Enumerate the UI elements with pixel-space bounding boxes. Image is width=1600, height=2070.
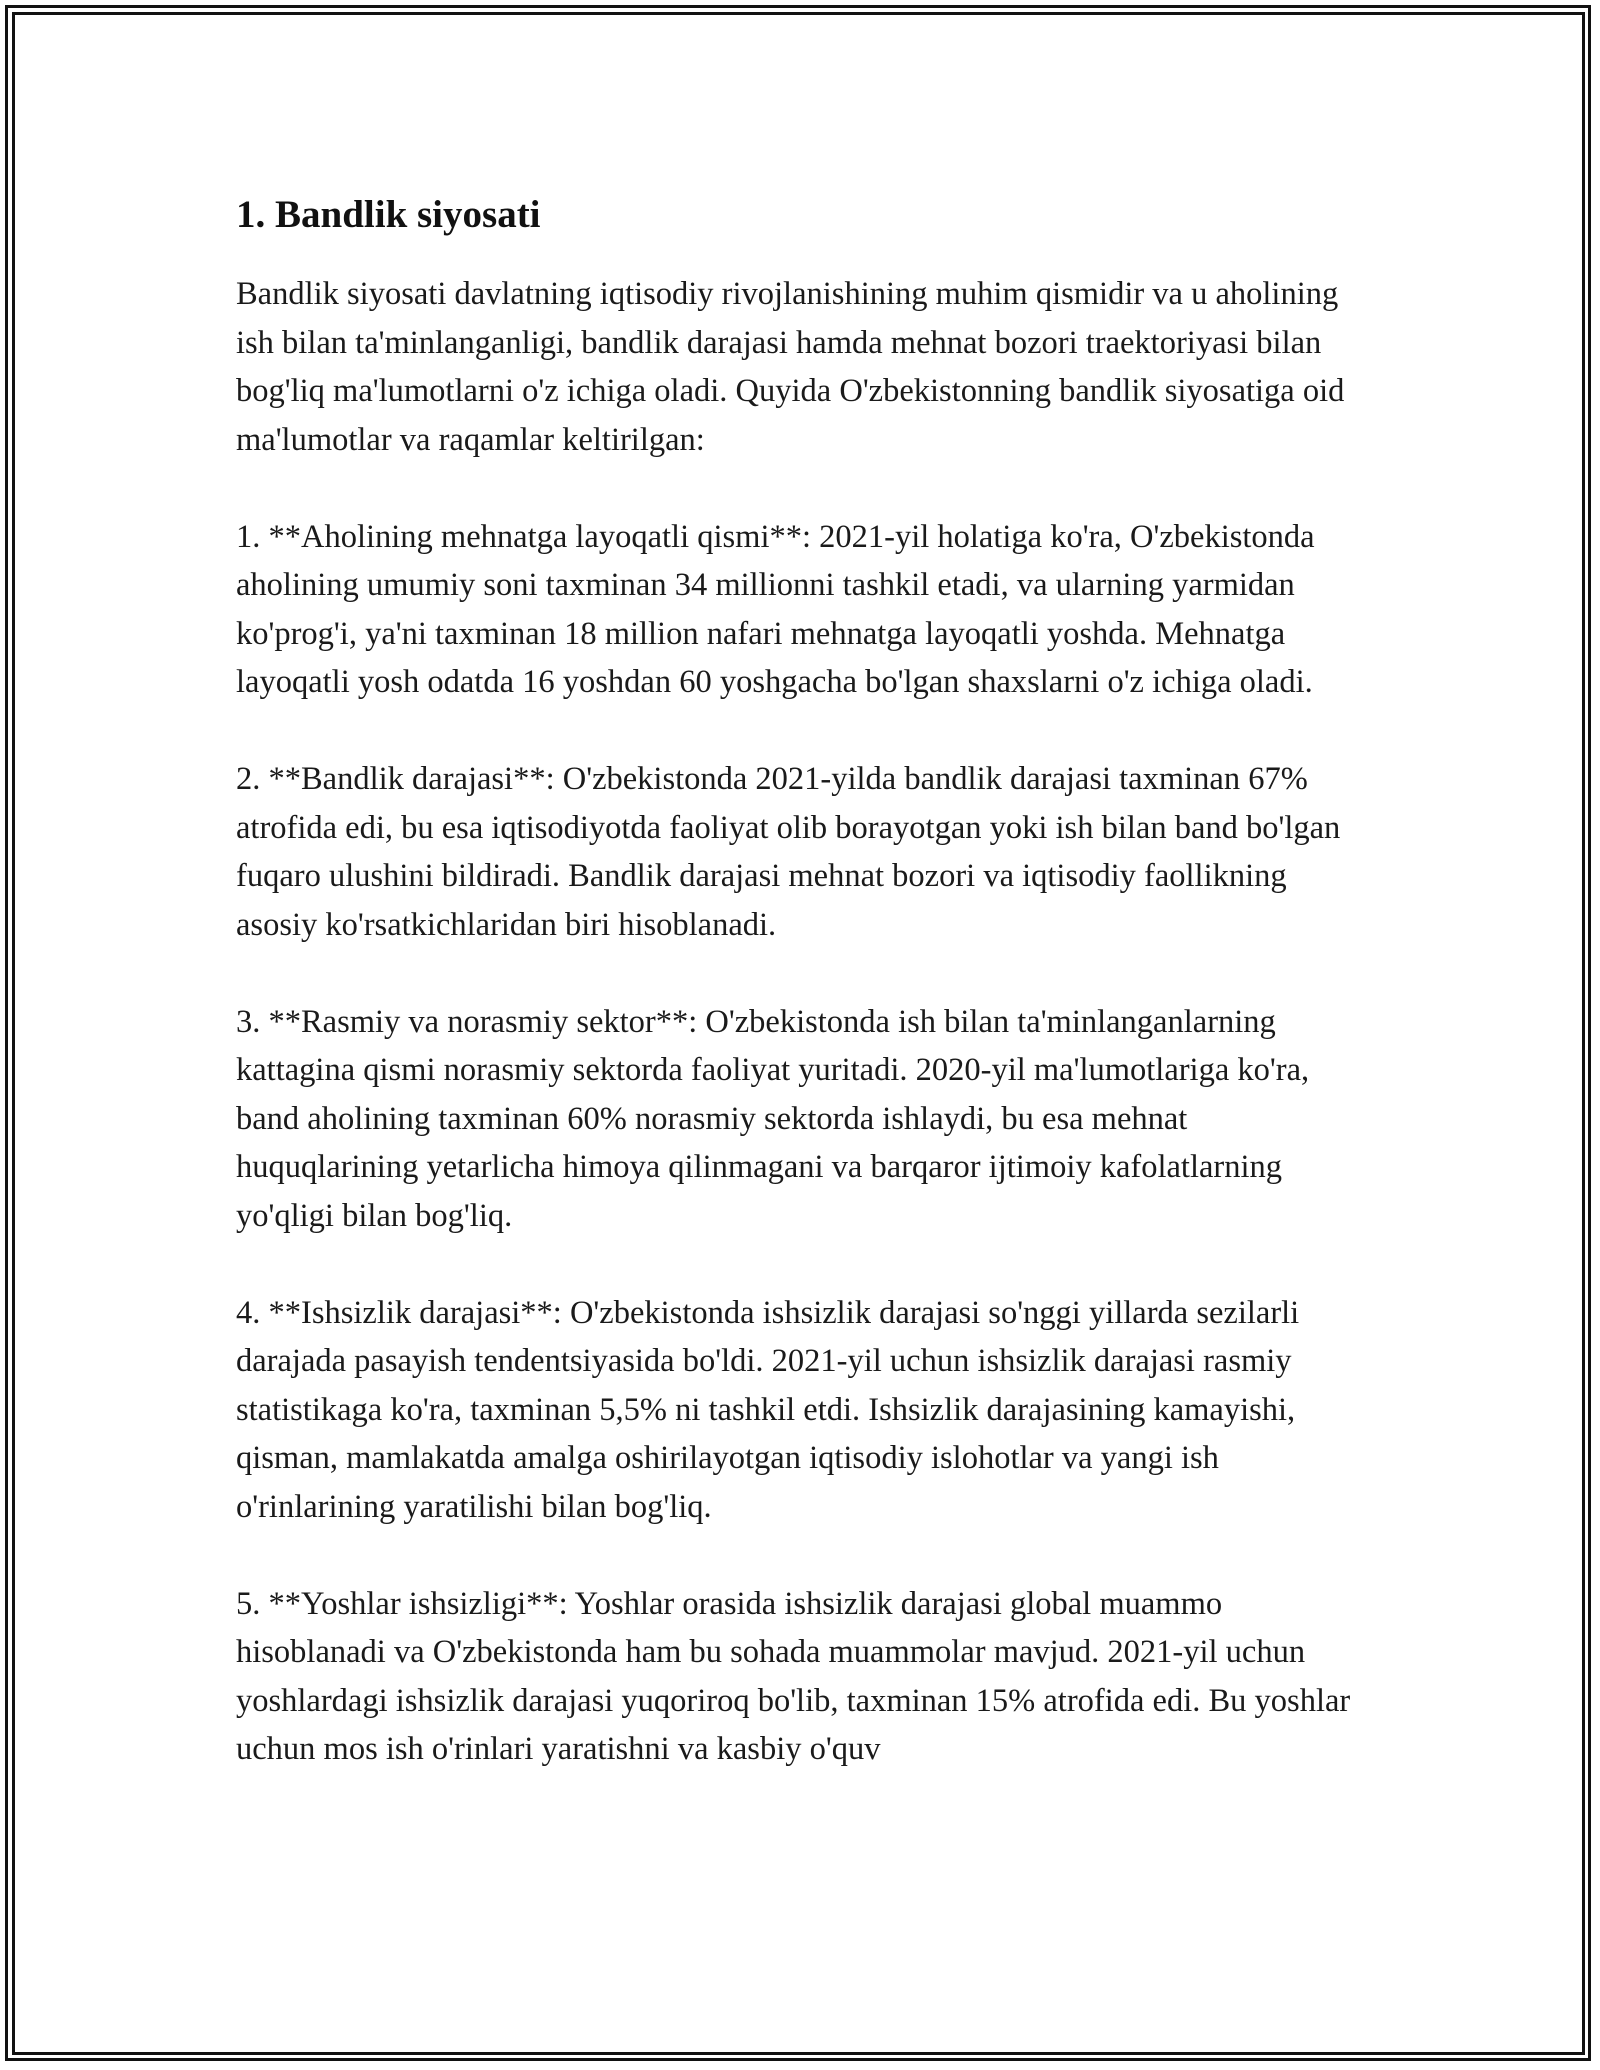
paragraph-working-age-population: 1. **Aholining mehnatga layoqatli qismi**: 2021-yil holatiga ko'ra, O'zbekistonda aholining umumiy soni taxminan 34 millionni tashkil etadi, va ularning yarmidan ko'prog'i, ya'ni taxminan 18 million nafari mehnatga layoqatli yoshda. Mehnatga layoqatli yosh odatda 16 yoshdan 60 yoshgacha bo'lgan shaxslarni o'z ichiga oladi. <box>236 518 1315 700</box>
document-body <box>236 190 1366 1774</box>
paragraph-employment-rate: 2. **Bandlik darajasi**: O'zbekistonda 2021-yilda bandlik darajasi taxminan 67% atrofida edi, bu esa iqtisodiyotda faoliyat olib borayotgan yoki ish bilan band bo'lgan fuqaro ulushini bildiradi. Bandlik darajasi mehnat bozori va iqtisodiy faollikning asosiy ko'rsatkichlaridan biri hisoblanadi. <box>236 761 1341 943</box>
paragraph-formal-informal-sector: 3. **Rasmiy va norasmiy sektor**: O'zbekistonda ish bilan ta'minlanganlarning kattagina qismi norasmiy sektorda faoliyat yuritadi. 2020-yil ma'lumotlariga ko'ra, band aholining taxminan 60% norasmiy sektorda ishlaydi, bu esa mehnat huquqlarining yetarlicha himoya qilinmagani va barqaror ijtimoiy kafolatlarning yo'qligi bilan bog'liq. <box>236 1003 1310 1234</box>
section-heading: 1. Bandlik siyosati <box>236 193 541 236</box>
paragraph-youth-unemployment: 5. **Yoshlar ishsizligi**: Yoshlar orasida ishsizlik darajasi global muammo hisoblanadi va O'zbekistonda ham bu sohada muammolar mavjud. 2021-yil uchun yoshlardagi ishsizlik darajasi yuqoriroq bo'lib, taxminan 15% atrofida edi. Bu yoshlar uchun mos ish o'rinlari yaratishni va kasbiy o'quv <box>236 1585 1351 1767</box>
intro-paragraph: Bandlik siyosati davlatning iqtisodiy rivojlanishining muhim qismidir va u aholining ish bilan ta'minlanganligi, bandlik darajasi hamda mehnat bozori traektoriyasi bilan bog'liq ma'lumotlarni o'z ichiga oladi. Quyida O'zbekistonning bandlik siyosatiga oid ma'lumotlar va raqamlar keltirilgan: <box>236 276 1345 458</box>
paragraph-unemployment-rate: 4. **Ishsizlik darajasi**: O'zbekistonda ishsizlik darajasi so'nggi yillarda sezilarli darajada pasayish tendentsiyasida bo'ldi. 2021-yil uchun ishsizlik darajasi rasmiy statistikaga ko'ra, taxminan 5,5% ni tashkil etdi. Ishsizlik darajasining kamayishi, qisman, mamlakatda amalga oshirilayotgan iqtisodiy islohotlar va yangi ish o'rinlarining yaratilishi bilan bog'liq. <box>236 1294 1300 1525</box>
